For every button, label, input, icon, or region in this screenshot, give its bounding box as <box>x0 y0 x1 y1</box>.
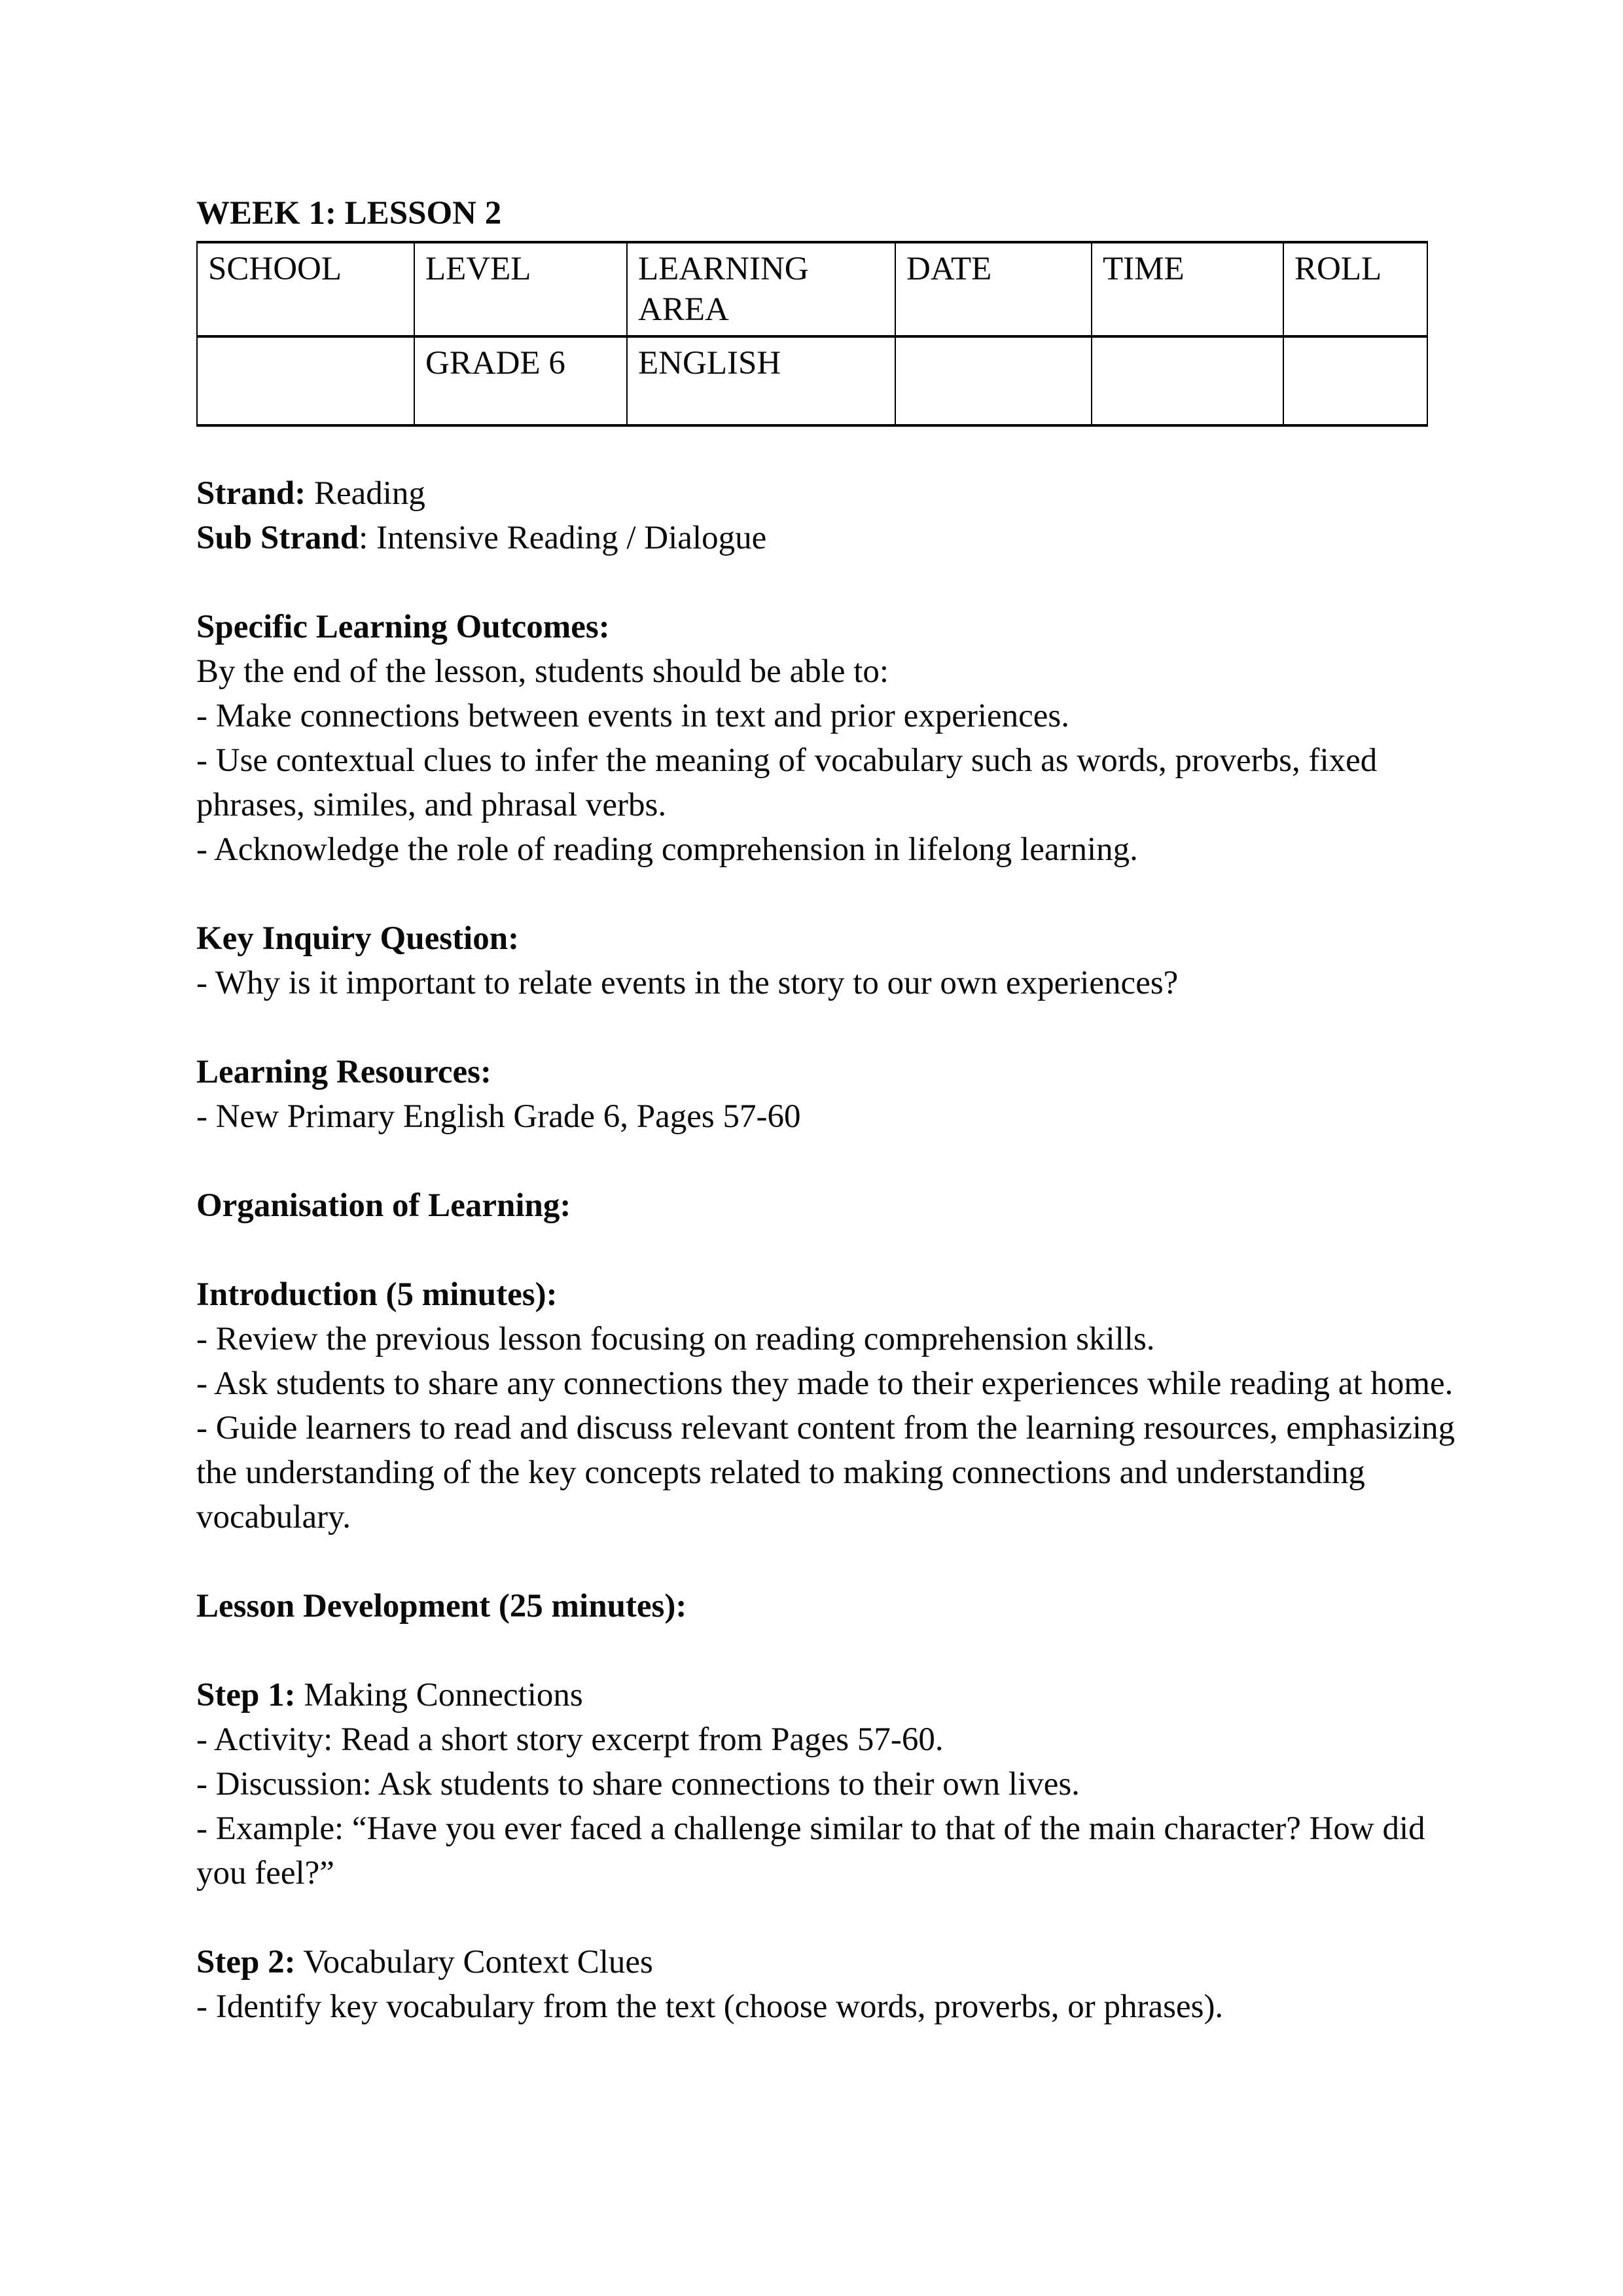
spacer <box>196 1005 1427 1050</box>
spacer <box>196 1539 1427 1584</box>
lesson-development-heading: Lesson Development (25 minutes): <box>196 1588 687 1624</box>
introduction-line: - Guide learners to read and discuss relevant content from the learning resources, emphasizing <box>196 1410 1455 1446</box>
resources-heading: Learning Resources: <box>196 1054 491 1090</box>
kiq-line: - Why is it important to relate events in the story to our own experiences? <box>196 965 1179 1001</box>
introduction-line: the understanding of the key concepts related to making connections and understanding <box>196 1454 1365 1491</box>
sub-strand-label: Sub Strand <box>196 520 359 556</box>
strand-line <box>196 471 1427 516</box>
slo-line: - Use contextual clues to infer the meaning of vocabulary such as words, proverbs, fixed <box>196 742 1378 779</box>
value-cell-date <box>895 336 1092 425</box>
spacer <box>196 1895 1427 1940</box>
step1-item: - Discussion: Ask students to share connections to their own lives. <box>196 1766 1080 1803</box>
value-cell-learning-area: ENGLISH <box>627 336 895 425</box>
page-title: WEEK 1: LESSON 2 <box>196 195 502 232</box>
resources-line: - New Primary English Grade 6, Pages 57-60 <box>196 1098 801 1135</box>
spacer <box>196 427 1427 471</box>
info-table-header-row <box>197 242 1427 336</box>
header-cell-school: SCHOOL <box>197 242 414 336</box>
header-cell-time: TIME <box>1092 242 1283 336</box>
spacer <box>196 872 1427 916</box>
step2-label: Step 2: <box>196 1944 296 1981</box>
header-cell-level: LEVEL <box>414 242 627 336</box>
step2-line <box>196 1940 1427 1984</box>
header-cell-date: DATE <box>895 242 1092 336</box>
organisation-heading: Organisation of Learning: <box>196 1187 571 1224</box>
step1-title: Making Connections <box>295 1677 583 1713</box>
info-table <box>196 241 1428 427</box>
slo-heading: Specific Learning Outcomes: <box>196 609 610 645</box>
step1-item: you feel?” <box>196 1855 334 1892</box>
info-table-value-row <box>197 336 1427 425</box>
slo-line: phrases, similes, and phrasal verbs. <box>196 787 667 823</box>
spacer <box>196 560 1427 605</box>
introduction-line: vocabulary. <box>196 1499 351 1535</box>
value-cell-time <box>1092 336 1283 425</box>
value-cell-level: GRADE 6 <box>414 336 627 425</box>
value-cell-roll <box>1283 336 1427 425</box>
step2-title: Vocabulary Context Clues <box>295 1944 653 1981</box>
slo-line: - Make connections between events in text and prior experiences. <box>196 698 1069 734</box>
step1-label: Step 1: <box>196 1677 296 1713</box>
header-cell-roll: ROLL <box>1283 242 1427 336</box>
introduction-line: - Ask students to share any connections they made to their experiences while reading at home. <box>196 1365 1454 1402</box>
sub-strand-value: : Intensive Reading / Dialogue <box>359 520 767 556</box>
introduction-heading: Introduction (5 minutes): <box>196 1276 558 1313</box>
step1-item: - Activity: Read a short story excerpt from Pages 57-60. <box>196 1721 944 1758</box>
slo-line: - Acknowledge the role of reading comprehension in lifelong learning. <box>196 831 1138 868</box>
spacer <box>196 1139 1427 1183</box>
header-cell-learning-area: LEARNING AREA <box>627 242 895 336</box>
kiq-heading: Key Inquiry Question: <box>196 920 520 957</box>
step1-item: - Example: “Have you ever faced a challenge similar to that of the main character? How did <box>196 1810 1425 1847</box>
sub-strand-line <box>196 516 1427 560</box>
slo-line: By the end of the lesson, students should be able to: <box>196 653 889 690</box>
value-cell-school <box>197 336 414 425</box>
step1-line <box>196 1673 1427 1717</box>
strand-value: Reading <box>306 475 425 512</box>
step2-item: - Identify key vocabulary from the text (choose words, proverbs, or phrases). <box>196 1988 1224 2025</box>
strand-label: Strand: <box>196 475 306 512</box>
introduction-line: - Review the previous lesson focusing on reading comprehension skills. <box>196 1321 1155 1357</box>
spacer <box>196 1628 1427 1673</box>
spacer <box>196 1228 1427 1272</box>
